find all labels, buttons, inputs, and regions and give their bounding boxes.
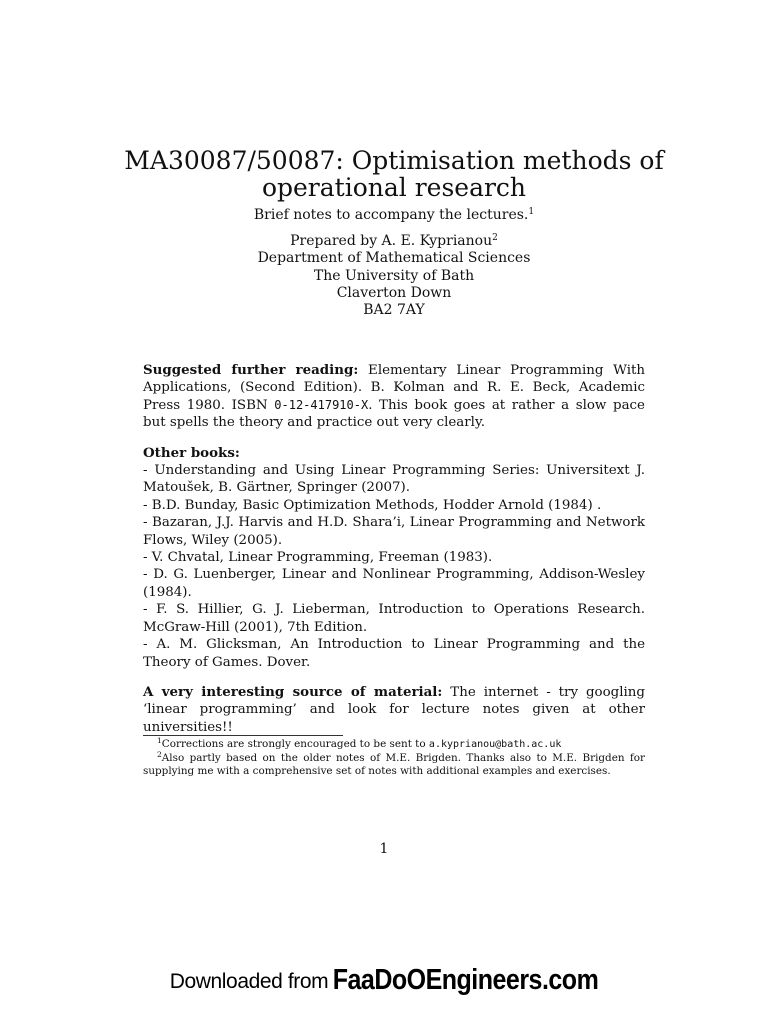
watermark-prefix: Downloaded from: [169, 970, 329, 993]
address-line: Claverton Down: [336, 284, 452, 301]
footnote-2: [143, 749, 645, 779]
department-line: Department of Mathematical Sciences: [257, 250, 531, 267]
interesting-source-heading: A very interesting source of material:: [143, 683, 443, 700]
document-subtitle: [100, 206, 688, 224]
book-item: - V. Chvatal, Linear Programming, Freeman (1983).: [143, 550, 493, 566]
document-body: [143, 362, 645, 749]
footnote-1-text: Corrections are strongly encouraged to be sent to: [161, 738, 426, 750]
footnote-mark-2: 2: [492, 233, 498, 243]
footnote-divider: [143, 735, 343, 736]
university-line: The University of Bath: [313, 267, 475, 284]
prepared-by-line: [100, 233, 688, 250]
postcode-line: BA2 7AY: [363, 302, 425, 319]
isbn-code: 0-12-417910-X: [274, 397, 369, 412]
footnotes: [143, 738, 645, 779]
footnote-1-mark: 1: [157, 736, 162, 745]
page-number: 1: [379, 841, 389, 857]
subtitle-text: Brief notes to accompany the lectures.: [253, 207, 529, 223]
book-item: - B.D. Bunday, Basic Optimization Methods, Hodder Arnold (1984) .: [143, 497, 602, 513]
suggested-reading-text: Elementary Linear Programming With Applications, (Second Edition). B. Kolman and R. E. Beck, Academic Press 1980. ISBN: [143, 363, 646, 413]
document-title: MA30087/50087: Optimisation methods of operational research: [124, 146, 664, 202]
contact-email: a.kyprianou@bath.ac.uk: [428, 739, 562, 750]
footnote-2-mark: 2: [157, 749, 162, 759]
other-books-heading: Other books:: [143, 444, 240, 461]
other-books-list: [143, 462, 645, 671]
download-watermark: [0, 963, 768, 997]
footnote-1: [143, 738, 645, 752]
book-item: - Bazaran, J.J. Harvis and H.D. Shara’i, Linear Programming and Network Flows, Wiley (2005).: [143, 515, 645, 548]
interesting-source-text: The internet - try googling ‘linear programming’ and look for lecture notes given at other universities!!: [143, 684, 645, 735]
suggested-reading-paragraph: [143, 362, 645, 432]
watermark-brand: FaaDoOEngineers.com: [332, 963, 599, 997]
footnote-2-text: Also partly based on the older notes of M.E. Brigden. Thanks also to M.E. Brigden for supplying me with a comprehensive set of notes with additional examples and exercises.: [143, 751, 645, 778]
book-item: - Understanding and Using Linear Programming Series: Universitext J. Matoušek, B. Gärtner, Springer (2007).: [143, 463, 645, 496]
book-item: - D. G. Luenberger, Linear and Nonlinear Programming, Addison-Wesley (1984).: [143, 567, 645, 600]
book-item: - F. S. Hillier, G. J. Lieberman, Introduction to Operations Research. McGraw-Hill (2001), 7th Edition.: [143, 602, 645, 635]
book-item: - A. M. Glicksman, An Introduction to Linear Programming and the Theory of Games. Dover.: [143, 637, 645, 670]
author-block: [100, 233, 688, 319]
suggested-reading-text-after: . This book goes at rather a slow pace but spells the theory and practice out very clearly.: [143, 397, 645, 431]
suggested-reading-heading: Suggested further reading:: [143, 362, 359, 378]
interesting-source-paragraph: [143, 684, 645, 736]
prepared-by-text: Prepared by A. E. Kyprianou: [290, 233, 493, 249]
footnote-mark-1: 1: [528, 207, 535, 217]
